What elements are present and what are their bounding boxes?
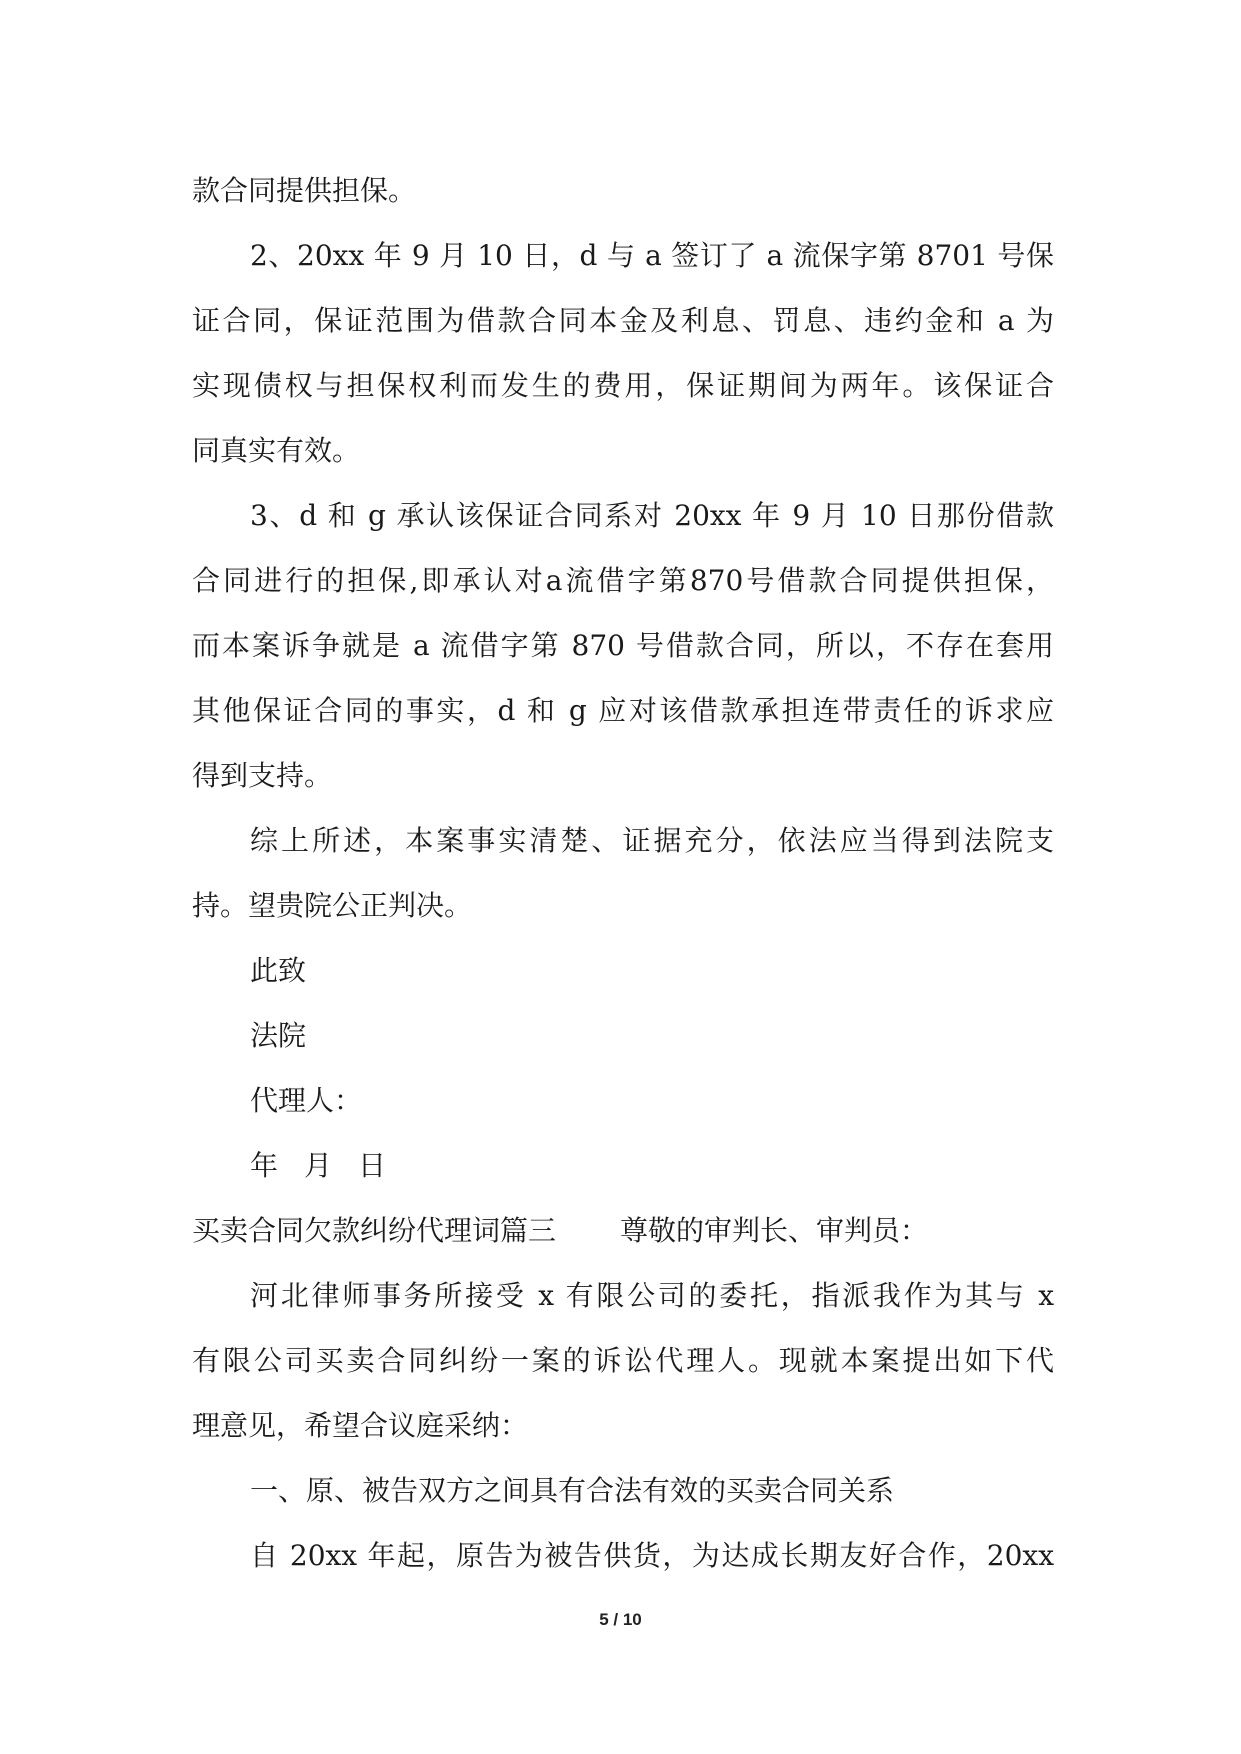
paragraph-line: 款合同提供担保。 [192, 174, 417, 207]
paragraph-line: 2、20xx 年 9 月 10 日，d 与 a 签订了 a 流保字第 8701 号保 [250, 239, 1054, 272]
paragraph-line: 有限公司买卖合同纠纷一案的诉讼代理人。现就本案提出如下代 [192, 1344, 1054, 1377]
subheading-line: 一、原、被告双方之间具有合法有效的买卖合同关系 [250, 1474, 895, 1507]
salutation: 尊敬的审判长、审判员： [620, 1214, 929, 1247]
paragraph-line: 持。望贵院公正判决。 [192, 889, 473, 922]
recipient-line: 法院 [250, 1019, 307, 1052]
date-day: 日 [358, 1149, 387, 1182]
date-line [192, 1133, 1054, 1198]
page-number: 5 / 10 [599, 1610, 642, 1629]
section-title: 买卖合同欠款纠纷代理词篇三 [192, 1214, 557, 1247]
signature-line: 代理人： [250, 1084, 363, 1117]
closing-line: 此致 [250, 954, 307, 987]
document-body [192, 158, 1054, 1588]
date-month: 月 [304, 1149, 333, 1182]
paragraph-line: 自 20xx 年起，原告为被告供货，为达成长期友好合作，20xx [250, 1539, 1054, 1572]
paragraph-line: 其他保证合同的事实，d 和 g 应对该借款承担连带责任的诉求应 [192, 694, 1054, 727]
paragraph-line: 3、d 和 g 承认该保证合同系对 20xx 年 9 月 10 日那份借款 [250, 499, 1054, 532]
paragraph-line: 合同进行的担保,即承认对a流借字第870号借款合同提供担保， [192, 564, 1054, 597]
paragraph-line: 得到支持。 [192, 759, 333, 792]
paragraph-line: 理意见，希望合议庭采纳： [192, 1409, 529, 1442]
paragraph-line: 实现债权与担保权利而发生的费用，保证期间为两年。该保证合 [192, 369, 1054, 402]
paragraph-line: 河北律师事务所接受 x 有限公司的委托，指派我作为其与 x [250, 1279, 1054, 1312]
paragraph-line: 证合同，保证范围为借款合同本金及利息、罚息、违约金和 a 为 [192, 304, 1054, 337]
date-year: 年 [250, 1149, 279, 1182]
paragraph-line: 综上所述，本案事实清楚、证据充分，依法应当得到法院支 [250, 824, 1054, 857]
paragraph-line: 同真实有效。 [192, 434, 361, 467]
paragraph-line: 而本案诉争就是 a 流借字第 870 号借款合同，所以，不存在套用 [192, 629, 1054, 662]
section-heading [192, 1198, 1054, 1263]
